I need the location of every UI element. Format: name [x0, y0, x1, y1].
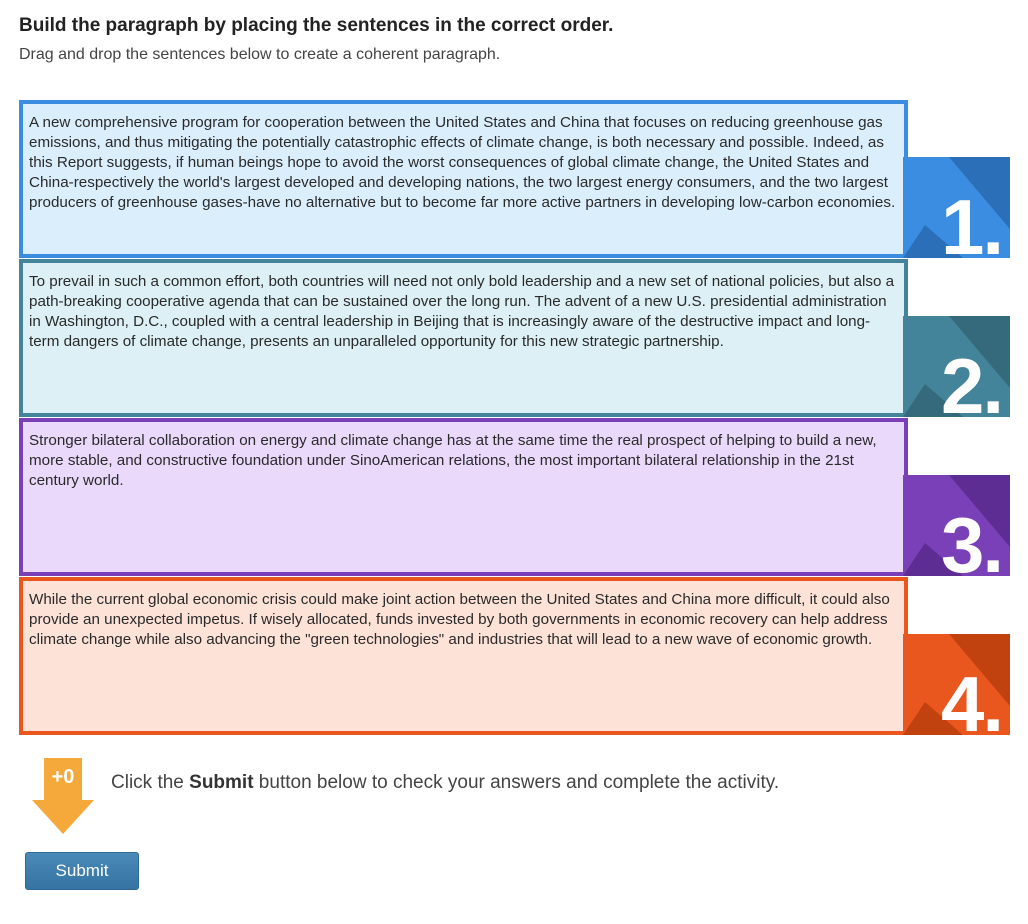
- slot-number: 4.: [940, 660, 1002, 735]
- score-arrow-icon: [32, 758, 94, 834]
- drop-slot-3: [19, 418, 1010, 576]
- activity-instructions: Drag and drop the sentences below to create a coherent paragraph.: [19, 46, 501, 63]
- submit-hint-prefix: Click the: [111, 772, 190, 793]
- slot-number-badge: [903, 475, 1010, 576]
- sentence-card[interactable]: To prevail in such a common effort, both countries will need not only bold leadership and a new set of national policies, but also a path-breaking cooperative agenda that can be sustained over the long run. The advent of a new U.S. presidential administration in Washington, D.C., coupled with a central leadership in Beijing that is increasingly aware of the destructive impact and long-term dangers of climate change, presents an unparalleled opportunity for this new strategic partnership.: [19, 259, 908, 417]
- sentence-card[interactable]: A new comprehensive program for cooperation between the United States and China that focuses on reducing greenhouse gas emissions, and thus mitigating the potentially catastrophic effects of climate change, is both necessary and possible. Indeed, as this Report suggests, if human beings hope to avoid the worst consequences of global climate change, the United States and China-respectively the world's largest developed and developing nations, the two largest energy consumers, and the two largest producers of greenhouse gases-have no alternative but to become far more active partners in developing low-carbon economies.: [19, 100, 908, 258]
- score-value: +0: [51, 766, 75, 788]
- drop-slot-2: [19, 259, 1010, 417]
- slot-number: 3.: [940, 501, 1002, 576]
- drop-slot-4: [19, 577, 1010, 735]
- activity-title: Build the paragraph by placing the sentences in the correct order.: [19, 15, 614, 36]
- slot-number: 1.: [940, 183, 1002, 258]
- drop-slot-1: [19, 100, 1010, 258]
- submit-button[interactable]: Submit: [25, 852, 139, 890]
- sentence-card[interactable]: Stronger bilateral collaboration on energy and climate change has at the same time the real prospect of helping to build a new, more stable, and constructive foundation under SinoAmerican relations, the most important bilateral relationship in the 21st century world.: [19, 418, 908, 576]
- submit-hint: [111, 772, 779, 794]
- slot-number-badge: [903, 316, 1010, 417]
- slot-number-badge: [903, 634, 1010, 735]
- submit-hint-strong: Submit: [189, 772, 254, 793]
- slot-number-badge: [903, 157, 1010, 258]
- slot-number: 2.: [940, 342, 1002, 417]
- sentence-card[interactable]: While the current global economic crisis could make joint action between the United States and China more difficult, it could also provide an unexpected impetus. If wisely allocated, funds invested by both governments in economic recovery can help address climate change while also advancing the "green technologies" and industries that will lead to a new wave of economic growth.: [19, 577, 908, 735]
- submit-hint-suffix: button below to check your answers and complete the activity.: [253, 772, 780, 793]
